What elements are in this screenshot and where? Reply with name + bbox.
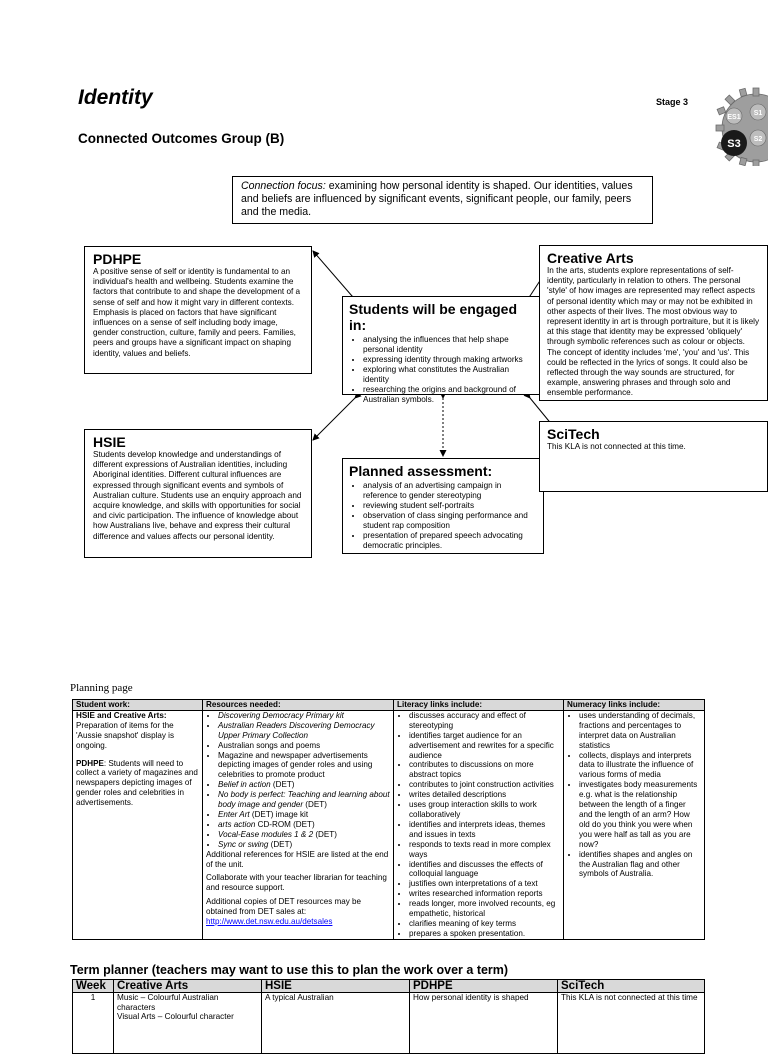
list-item: • Sync or swing (DET) [218, 840, 390, 850]
pdhpe-box [84, 246, 312, 374]
hsie-text: Students develop knowledge and understandings of different expressions of Australian identities, including Aboriginal identities. Different cultural influences are expressed through significant events and symbols of Australian culture. Students use an enquiry approach and acquire knowledge, and skills with opportunities for social and civic participation. The influence of knowledge about how Australians live, behave and express their cultural difference and values affects our personal identity. [93, 450, 302, 541]
assessment-box [342, 458, 544, 554]
list-item: • uses understanding of decimals, fractions and percentages to interpret data on Australian statistics [579, 711, 701, 751]
list-item: • No body is perfect: Teaching and learning about body image and gender (DET) [218, 790, 390, 810]
cell-line: Visual Arts – Colourful character [117, 1012, 234, 1022]
column-header: SciTech [558, 980, 705, 993]
list-item: • reviewing student self-portraits [363, 501, 537, 511]
detsales-link[interactable]: http://www.det.nsw.edu.au/detsales [206, 917, 333, 927]
numeracy-cell [564, 710, 705, 939]
list-item: • collects, displays and interprets data to illustrate the influence of various forms of media [579, 751, 701, 781]
engaged-box [342, 296, 540, 404]
literacy-cell [394, 710, 564, 939]
column-header: Resources needed: [203, 700, 394, 711]
assessment-heading: Planned assessment: [349, 463, 493, 479]
connection-focus-text: examining how personal identity is shaped. Our identities, values and beliefs are influenced by significant events, significant people, our family, peers and the media. [241, 180, 633, 218]
student-work-label: PDHPE [76, 758, 104, 768]
resources-note: Additional references for HSIE are listed at the end of the unit. [206, 849, 389, 869]
list-item: • Discovering Democracy Primary kit [218, 711, 390, 721]
creative-arts-text: In the arts, students explore representations of self-identity, particularly in relation to others. The personal 'style' of how images are represented may reflect aspects of personal identity which may or may not be exhibited in other aspects of their lives. The most obvious way to represent identity in art is through portraiture, but it is likely at this stage that identity may be expressed 'obliquely' through symbolic references such as colour or objects. The concept of identity includes 'me', 'you' and 'us'. This could be reflected in the lyrics of songs. It could also be reflected through the way sounds are structured, for example, answering phrases and through solo and ensemble performance. [547, 266, 760, 398]
table-header-row [73, 980, 705, 993]
list-item: • clarifies meaning of key terms [409, 919, 560, 929]
column-header: PDHPE [410, 980, 558, 993]
list-item: • exploring what constitutes the Australian identity [363, 365, 533, 385]
list-item: • identifies and interprets ideas, themes and issues in texts [409, 820, 560, 840]
cell-line: Music – Colourful Australian characters [117, 993, 219, 1012]
student-work-cell [73, 710, 203, 939]
list-item: • writes detailed descriptions [409, 790, 560, 800]
hsie-cell: A typical Australian [262, 993, 410, 1054]
list-item: • expressing identity through making artworks [363, 355, 533, 365]
hsie-heading: HSIE [93, 434, 126, 450]
list-item: • identifies and discusses the effects of colloquial language [409, 860, 560, 880]
scitech-heading: SciTech [547, 426, 600, 442]
planning-page-label: Planning page [70, 682, 133, 694]
pdhpe-cell: How personal identity is shaped [410, 993, 558, 1054]
list-item: • Australian Readers Discovering Democracy Upper Primary Collection [218, 721, 390, 741]
stage-label: Stage 3 [656, 97, 689, 107]
student-work-text: Preparation of items for the 'Aussie snapshot' display is ongoing. [76, 720, 175, 750]
table-header-row [73, 700, 705, 711]
column-header: Numeracy links include: [564, 700, 705, 711]
term-planner-title: Term planner (teachers may want to use this to plan the work over a term) [70, 963, 509, 977]
list-item: • uses group interaction skills to work collaboratively [409, 800, 560, 820]
list-item: • identifies target audience for an advertisement and rewrites for a specific audience [409, 731, 560, 761]
page-subtitle: Connected Outcomes Group (B) [78, 131, 285, 146]
resources-note: Collaborate with your teacher librarian for teaching and resource support. [206, 873, 387, 893]
list-item: • observation of class singing performance and student rap composition [363, 511, 537, 531]
list-item: • presentation of prepared speech advocating democratic principles. [363, 531, 537, 551]
column-header: Literacy links include: [394, 700, 564, 711]
column-header: HSIE [262, 980, 410, 993]
list-item: • Australian songs and poems [218, 741, 390, 751]
list-item: • identifies shapes and angles on the Australian flag and other symbols of Australia. [579, 850, 701, 880]
pdhpe-text: A positive sense of self or identity is fundamental to an individual's health and wellbeing. Students examine the factors that contribute to and shape the development of a sense of self and how it might vary in different contexts. Emphasis is placed on factors that have significant influences on a sense of self including body image, gender construction, culture, family and peers. Families, peers and groups have a significant impact on shaping identity, values and beliefs. [93, 267, 301, 358]
scitech-box [539, 421, 768, 492]
list-item: • Vocal-Ease modules 1 & 2 (DET) [218, 830, 390, 840]
week-cell: 1 [73, 993, 114, 1054]
assessment-list [349, 481, 537, 551]
engaged-heading: Students will be engaged in: [349, 301, 518, 333]
term-planner-table [72, 979, 705, 1054]
list-item: • reads longer, more involved recounts, eg empathetic, historical [409, 899, 560, 919]
list-item: • discusses accuracy and effect of stereotyping [409, 711, 560, 731]
list-item: • arts action CD-ROM (DET) [218, 820, 390, 830]
scitech-text: This KLA is not connected at this time. [547, 442, 686, 451]
list-item: • researching the origins and background of Australian symbols. [363, 385, 533, 405]
list-item: • prepares a spoken presentation. [409, 929, 560, 939]
page-title: Identity [78, 86, 153, 109]
creative-arts-heading: Creative Arts [547, 250, 634, 266]
badge-cog-s2: S2 [753, 136, 763, 143]
list-item: • responds to texts read in more complex ways [409, 840, 560, 860]
list-item: • writes researched information reports [409, 889, 560, 899]
badge-cog-s1: S1 [753, 110, 763, 117]
student-work-label: HSIE and Creative Arts: [76, 710, 167, 720]
student-work-text: : Students will need to collect a variety of magazines and newspapers depicting images of gender roles and celebrities in advertisements. [76, 758, 198, 808]
planning-table [72, 699, 705, 940]
hsie-box [84, 429, 312, 558]
list-item: • Magazine and newspaper advertisements depicting images of gender roles and using celebrities to promote product [218, 751, 390, 781]
badge-cog-es1: ES1 [727, 114, 741, 121]
resources-note: Additional copies of DET resources may be obtained from DET sales at: [206, 897, 362, 917]
list-item: • analysing the influences that help shape personal identity [363, 335, 533, 355]
scitech-cell: This KLA is not connected at this time [558, 993, 705, 1054]
creative-arts-cell [114, 993, 262, 1054]
column-header: Student work: [73, 700, 203, 711]
column-header: Creative Arts [114, 980, 262, 993]
list-item: • Belief in action (DET) [218, 780, 390, 790]
list-item: • contributes to discussions on more abstract topics [409, 760, 560, 780]
badge-main: S3 [727, 138, 741, 150]
resources-cell [203, 710, 394, 939]
creative-arts-box [539, 245, 768, 401]
list-item: • analysis of an advertising campaign in reference to gender stereotyping [363, 481, 537, 501]
list-item: • Enter Art (DET) image kit [218, 810, 390, 820]
table-row [73, 710, 705, 939]
connection-focus-label: Connection focus: [241, 180, 326, 192]
column-header: Week [73, 980, 114, 993]
list-item: • investigates body measurements e.g. what is the relationship between the length of a finger and the length of an arm? How old do you think you were when you were half as tall as you are now? [579, 780, 701, 849]
pdhpe-heading: PDHPE [93, 251, 142, 267]
engaged-list [349, 335, 533, 405]
list-item: • justifies own interpretations of a text [409, 879, 560, 889]
table-row [73, 993, 705, 1054]
list-item: • contributes to joint construction activities [409, 780, 560, 790]
